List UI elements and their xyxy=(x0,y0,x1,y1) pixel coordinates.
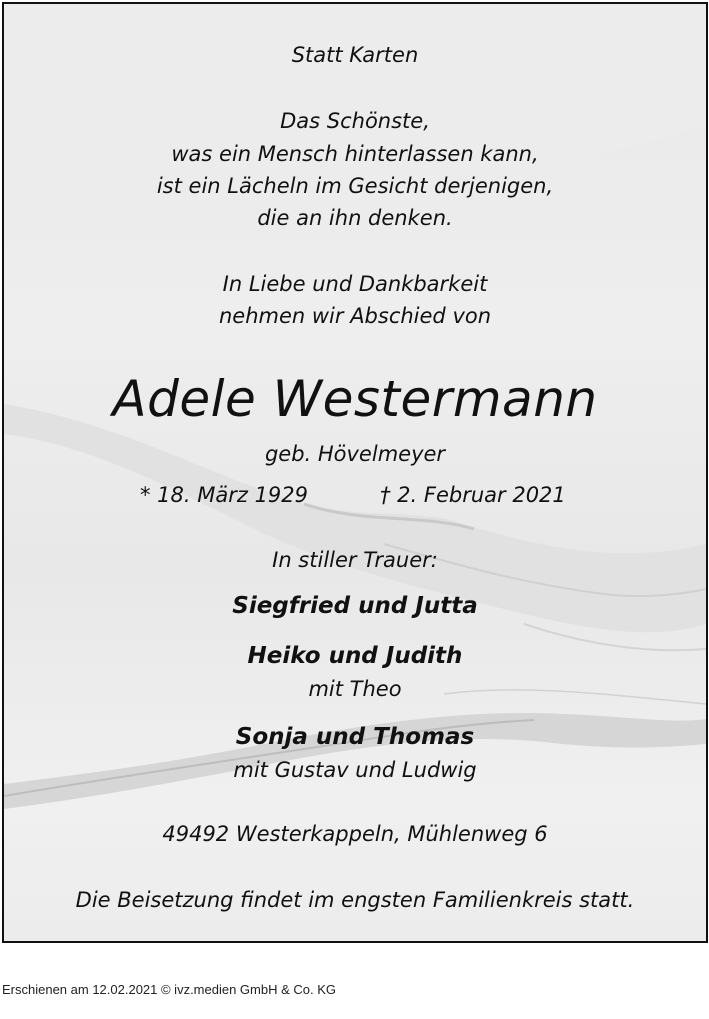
publication-credit: Erschienen am 12.02.2021 © ivz.medien GmbH & Co. KG xyxy=(2,982,337,997)
address-text: 49492 Westerkappeln, Mühlenweg 6 xyxy=(162,822,548,846)
maiden-name: geb. Hövelmeyer xyxy=(264,442,446,466)
mourner-with: mit Theo xyxy=(308,677,402,701)
funeral-note: Die Beisetzung findet im engsten Familienkreis statt. xyxy=(75,888,635,912)
deceased-name: Adele Westermann xyxy=(112,370,598,428)
quote-line: die an ihn denken. xyxy=(257,206,453,230)
death-date: † 2. Februar 2021 xyxy=(380,483,566,507)
intro-line: In Liebe und Dankbarkeit xyxy=(222,272,488,296)
mourning-heading: In stiller Trauer: xyxy=(272,548,438,572)
notice-text xyxy=(4,4,706,941)
quote-line: was ein Mensch hinterlassen kann, xyxy=(171,142,539,166)
mourner-with: mit Gustav und Ludwig xyxy=(233,758,477,782)
mourner-names: Sonja und Thomas xyxy=(235,724,475,750)
mourner-names: Siegfried und Jutta xyxy=(232,593,478,619)
quote-line: Das Schönste, xyxy=(280,109,430,133)
mourner-names: Heiko und Judith xyxy=(247,643,463,669)
quote-line: ist ein Lächeln im Gesicht derjenigen, xyxy=(156,174,554,198)
obituary-notice xyxy=(2,2,708,943)
intro-line: nehmen wir Abschied von xyxy=(218,304,492,328)
header-text: Statt Karten xyxy=(291,43,419,67)
birth-date: * 18. März 1929 xyxy=(140,483,309,507)
